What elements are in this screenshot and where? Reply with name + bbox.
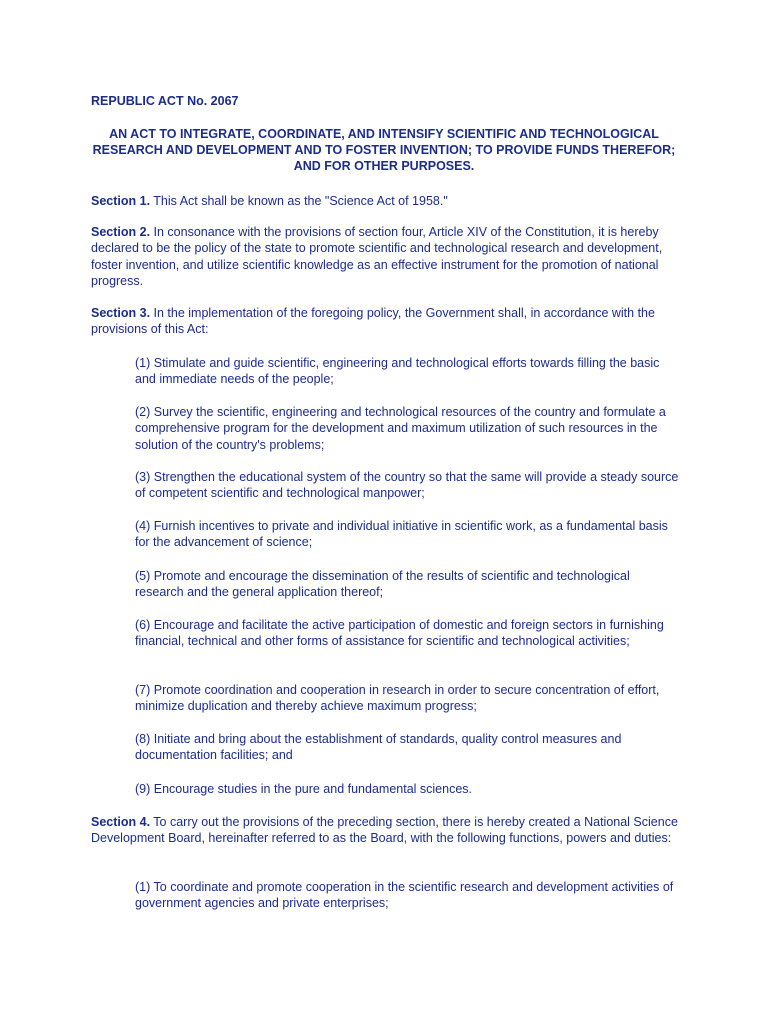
section-4-label: Section 4. (91, 815, 151, 829)
section-3 (91, 305, 681, 338)
section-1-label: Section 1. (91, 194, 151, 208)
section-2 (91, 224, 681, 289)
section-3-item-6: (6) Encourage and facilitate the active participation of domestic and foreign sectors in furnishing financial, technical and other forms of assistance for scientific and technological activities; (135, 618, 664, 649)
section-3-text: In the implementation of the foregoing policy, the Government shall, in accordance with the provisions of this Act: (91, 306, 655, 337)
section-3-label: Section 3. (91, 306, 151, 320)
section-4 (91, 814, 681, 847)
section-3-item-8: (8) Initiate and bring about the establishment of standards, quality control measures and documentation facilities; and (135, 732, 622, 763)
section-4-item-1: (1) To coordinate and promote cooperation in the scientific research and development activities of government agencies and private enterprises; (135, 880, 674, 911)
section-1-text: This Act shall be known as the "Science Act of 1958." (150, 194, 448, 208)
section-3-item-3: (3) Strengthen the educational system of the country so that the same will provide a steady source of competent scientific and technological manpower; (135, 470, 679, 501)
section-1 (91, 193, 681, 209)
section-3-item-4: (4) Furnish incentives to private and individual initiative in scientific work, as a fundamental basis for the advancement of science; (135, 519, 668, 550)
act-number-heading: REPUBLIC ACT No. 2067 (91, 94, 239, 108)
section-3-item-2: (2) Survey the scientific, engineering and technological resources of the country and formulate a comprehensive program for the development and maximum utilization of such resources in the solution of the country's problems; (135, 405, 666, 452)
section-2-text: In consonance with the provisions of section four, Article XIV of the Constitution, it is hereby declared to be the policy of the state to promote scientific and technological research and development, foster invention, and utilize scientific knowledge as an effective instrument for the promotion of national progress. (91, 225, 663, 288)
section-3-item-1: (1) Stimulate and guide scientific, engineering and technological efforts towards filling the basic and immediate needs of the people; (135, 356, 660, 387)
section-3-item-9: (9) Encourage studies in the pure and fundamental sciences. (135, 782, 473, 796)
section-2-label: Section 2. (91, 225, 151, 239)
act-title: AN ACT TO INTEGRATE, COORDINATE, AND INTENSIFY SCIENTIFIC AND TECHNOLOGICAL RESEARCH AND DEVELOPMENT AND TO FOSTER INVENTION; TO PROVIDE FUNDS THEREFOR; AND FOR OTHER PURPOSES. (92, 127, 676, 173)
section-3-item-5: (5) Promote and encourage the dissemination of the results of scientific and technological research and the general application thereof; (135, 569, 630, 600)
section-3-item-7: (7) Promote coordination and cooperation in research in order to secure concentration of effort, minimize duplication and thereby achieve maximum progress; (135, 683, 660, 714)
section-4-text: To carry out the provisions of the preceding section, there is hereby created a National Science Development Board, hereinafter referred to as the Board, with the following functions, powers and duties: (91, 815, 678, 846)
